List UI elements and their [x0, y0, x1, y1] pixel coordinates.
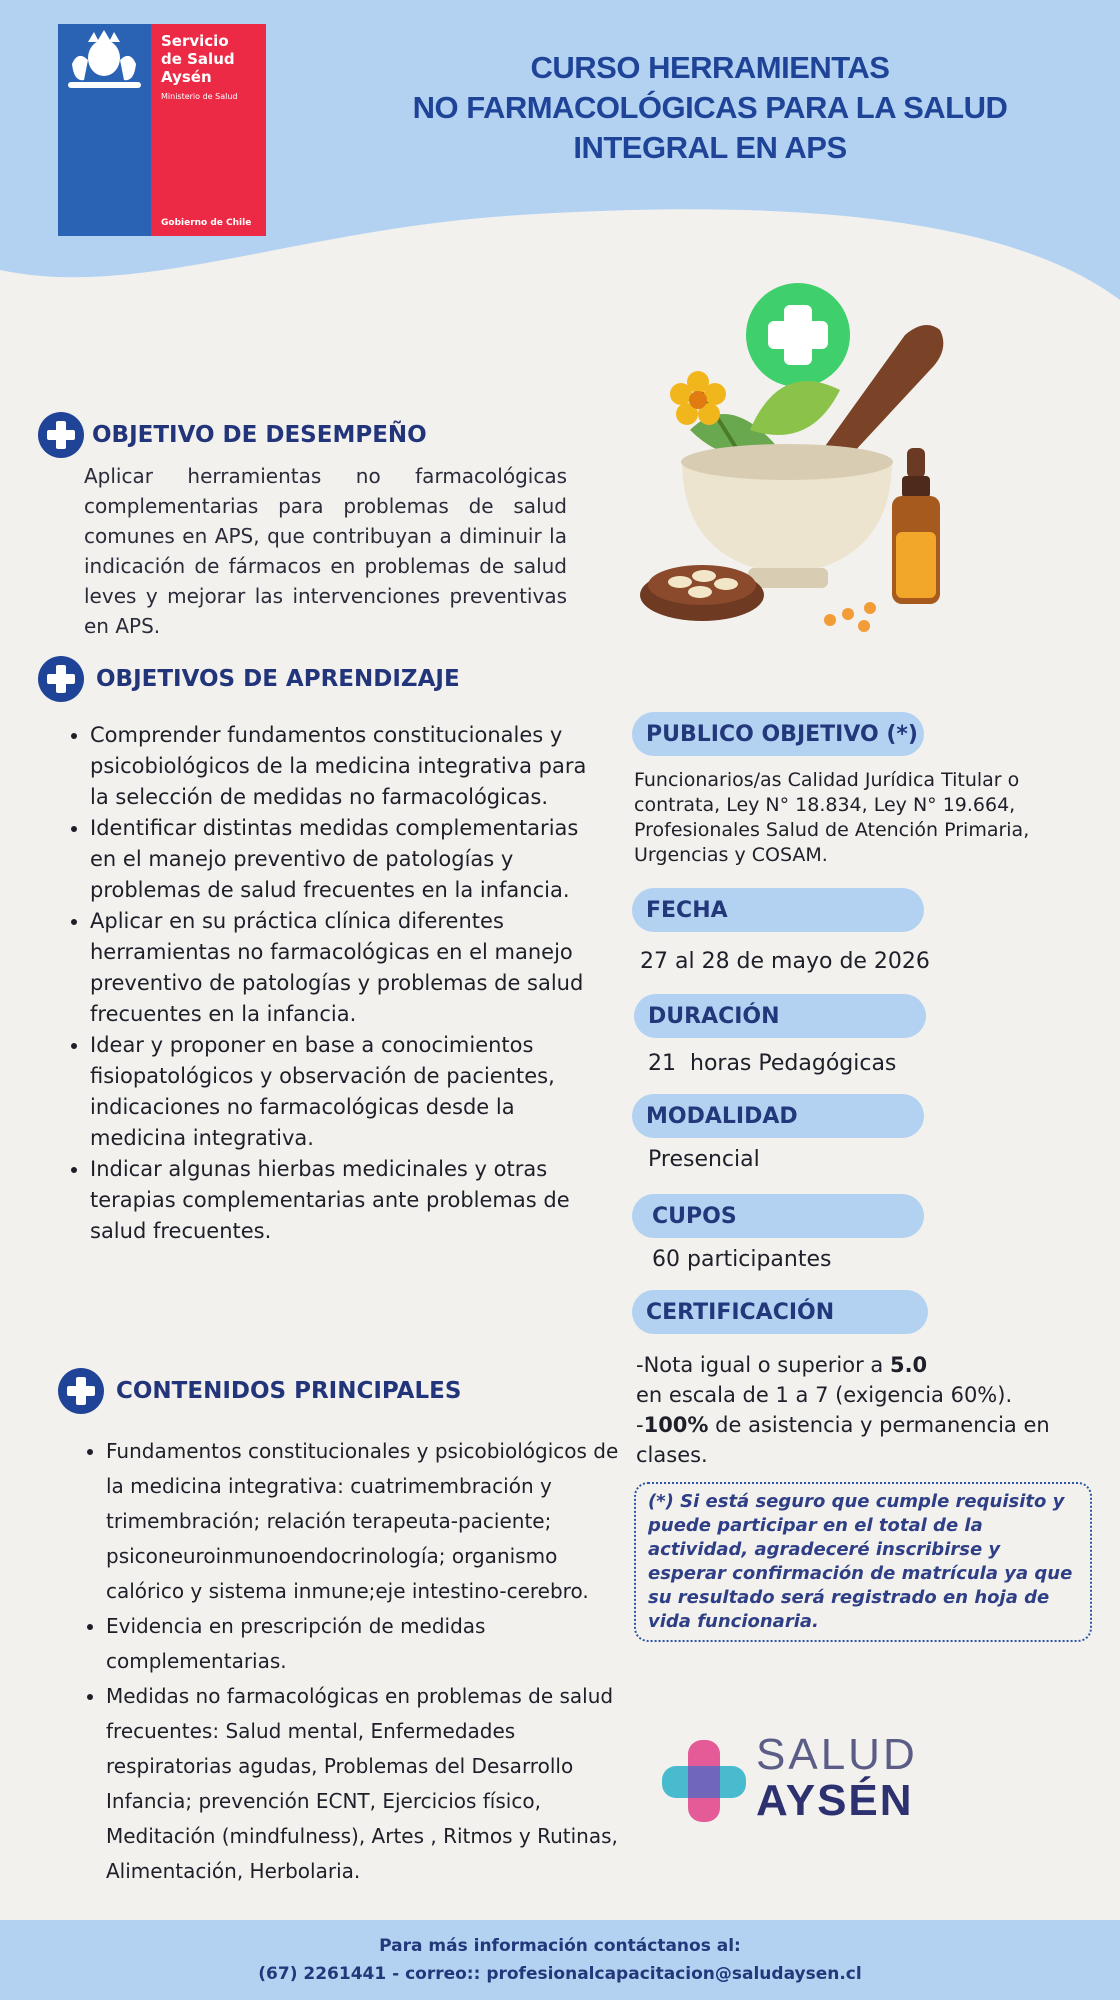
modalidad-label: MODALIDAD: [632, 1094, 924, 1138]
salud-aysen-logo: [660, 1730, 920, 1830]
duracion-value: [648, 1050, 896, 1078]
list-item: • Comprender fundamentos constitucionales y psicobiológicos de la medicina integrativa para la selección de medidas no farmacológicas.: [90, 720, 600, 813]
section-title: OBJETIVOS DE APRENDIZAJE: [96, 666, 460, 692]
publico-objetivo-text: Funcionarios/as Calidad Jurídica Titular o contrata, Ley N° 18.834, Ley N° 19.664, Profesionales Salud de Atención Primaria, Urgencias y COSAM.: [634, 769, 1030, 866]
logo-ministry: Ministerio de Salud: [161, 92, 238, 101]
cert-line: en escala de 1 a 7 (exigencia 60%).: [636, 1383, 1013, 1407]
footer-contact: (67) 2261441 - correo:: profesionalcapacitacion@saludaysen.cl: [258, 1964, 862, 1984]
list-item: • Medidas no farmacológicas en problemas de salud frecuentes: Salud mental, Enfermedades respiratorias agudas, Problemas del Desarrollo Infancia; prevención ECNT, Ejercicios físico, Meditación (mindfulness), Artes , Ritmos y Rutinas, Alimentación, Herbolaria.: [106, 1679, 636, 1889]
footer-line: Para más información contáctanos al:: [379, 1936, 741, 1956]
plus-circle-icon: [58, 1368, 104, 1414]
logo-government: Gobierno de Chile: [161, 218, 252, 228]
contact-footer: [0, 1920, 1120, 2000]
logo-service-line: de Salud: [161, 50, 235, 68]
section-title: OBJETIVO DE DESEMPEÑO: [92, 422, 427, 448]
herbal-mortar-illustration: [630, 280, 970, 640]
certificacion-text: [636, 1350, 1066, 1470]
cupos-value: [652, 1246, 831, 1274]
cert-min-grade: 5.0: [889, 1353, 928, 1377]
contenidos-list: [82, 1434, 636, 1889]
contenidos-heading: [58, 1368, 461, 1414]
cert-line: [636, 1350, 1066, 1380]
objetivo-desempeno-text: Aplicar herramientas no farmacológicas complementarias para problemas de salud comunes en APS, que contribuyan a diminuir la indicación de fármacos en problemas de salud leves y mejorar las intervenciones preventivas en APS.: [84, 464, 567, 638]
modalidad-text: Presencial: [648, 1147, 760, 1172]
list-item: • Indicar algunas hierbas medicinales y otras terapias complementarias ante problemas de salud frecuentes.: [90, 1154, 600, 1247]
chile-coat-of-arms: [58, 24, 151, 236]
list-item: • Identificar distintas medidas complementarias en el manejo preventivo de patologías y problemas de salud frecuentes en la infancia.: [90, 813, 600, 906]
list-item: • Aplicar en su práctica clínica diferentes herramientas no farmacológicas en el manejo preventivo de patologías y problemas de salud frecuentes en la infancia.: [90, 906, 600, 1030]
list-item: • Evidencia en prescripción de medidas complementarias.: [106, 1609, 636, 1679]
title-line: INTEGRAL EN APS: [573, 130, 847, 165]
certificacion-label: CERTIFICACIÓN: [632, 1290, 928, 1334]
cert-line: [636, 1410, 1066, 1470]
aysen-word: AYSÉN: [756, 1776, 914, 1825]
fecha-label: FECHA: [632, 888, 924, 932]
list-item: • Idear y proponer en base a conocimientos fisiopatológicos y observación de pacientes, indicaciones no farmacológicas desde la medicina integrativa.: [90, 1030, 600, 1154]
section-title: CONTENIDOS PRINCIPALES: [116, 1378, 462, 1404]
cupos-unit: participantes: [687, 1247, 832, 1272]
cupos-number: 60: [652, 1247, 680, 1272]
cert-line-text: -Nota igual o superior a: [636, 1353, 890, 1377]
cert-line-text: -: [636, 1413, 644, 1437]
requirement-note: (*) Si está seguro que cumple requisito y puede participar en el total de la actividad, agradeceré inscribirse y esperar confirmación de matrícula ya que su resultado será registrado en hoja de vida funcionaria.: [634, 1482, 1092, 1642]
objetivo-desempeno-heading: [38, 412, 427, 458]
plus-circle-icon: [38, 656, 84, 702]
objetivos-aprendizaje-list: [64, 720, 600, 1247]
cert-attendance: 100%: [643, 1413, 709, 1437]
cupos-label: CUPOS: [632, 1194, 924, 1238]
logo-service-line: Servicio: [161, 32, 229, 50]
publico-objetivo-label: PUBLICO OBJETIVO (*): [632, 712, 924, 756]
duracion-label: DURACIÓN: [634, 994, 926, 1038]
plus-circle-icon: [38, 412, 84, 458]
salud-cross-icon: [660, 1736, 750, 1826]
list-item: • Fundamentos constitucionales y psicobiológicos de la medicina integrativa: cuatrimembración y trimembración; relación terapeuta-paciente; psiconeuroinmunoendocrinología; organismo calórico y sistema inmune;eje intestino-cerebro.: [106, 1434, 636, 1609]
title-line: CURSO HERRAMIENTAS: [530, 50, 890, 85]
servicio-salud-logo: [58, 24, 266, 236]
fecha-text: 27 al 28 de mayo de 2026: [640, 949, 930, 974]
objetivos-aprendizaje-heading: [38, 656, 460, 702]
salud-word: SALUD: [756, 1730, 918, 1779]
logo-service-line: Aysén: [161, 68, 212, 86]
page-title: [370, 48, 1050, 168]
duracion-number: 21: [648, 1051, 676, 1076]
title-line: NO FARMACOLÓGICAS PARA LA SALUD: [412, 90, 1008, 125]
cert-line-text: de asistencia y permanencia en clases.: [636, 1413, 1050, 1467]
duracion-unit: horas Pedagógicas: [690, 1051, 897, 1076]
